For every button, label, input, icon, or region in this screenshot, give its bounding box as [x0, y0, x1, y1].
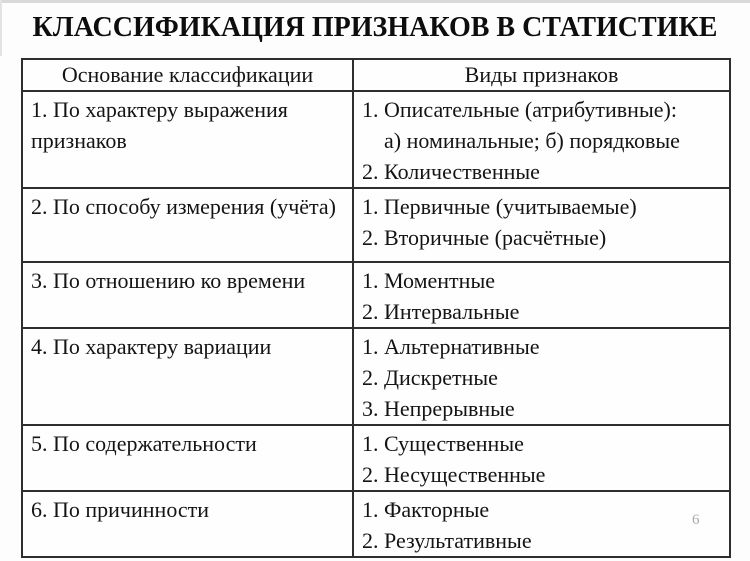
table-row — [22, 425, 730, 491]
table-row — [22, 262, 730, 328]
basis-cell: 1. По характеру выражения признаков — [22, 91, 353, 188]
basis-cell: 3. По отношению ко времени — [22, 262, 353, 328]
table-row — [22, 328, 730, 425]
kind-line: 2. Несущественные — [362, 462, 546, 487]
page-title: КЛАССИФИКАЦИЯ ПРИЗНАКОВ В СТАТИСТИКЕ — [32, 12, 718, 43]
basis-cell: 5. По содержательности — [22, 425, 353, 491]
kinds-cell — [353, 188, 730, 262]
kind-line: 1. Факторные — [362, 497, 490, 522]
kind-line: 1. Существенные — [362, 431, 524, 456]
kinds-cell — [353, 491, 730, 557]
kind-line: 2. Результативные — [362, 528, 532, 553]
table-row — [22, 491, 730, 557]
kinds-cell — [353, 262, 730, 328]
kind-line: 1. Первичные (учитываемые) — [362, 194, 637, 219]
kind-line: 2. Дискретные — [362, 365, 498, 390]
kind-line: 1. Альтернативные — [362, 334, 540, 359]
table-row — [22, 91, 730, 188]
kinds-cell — [353, 425, 730, 491]
slide-page-number: 6 — [692, 512, 700, 528]
basis-cell: 6. По причинности — [22, 491, 353, 557]
kind-line: 1. Моментные — [362, 268, 495, 293]
kind-line: 2. Вторичные (расчётные) — [362, 225, 607, 250]
table-row — [22, 188, 730, 262]
column-header-kinds: Виды признаков — [353, 59, 730, 91]
kind-line: 2. Интервальные — [362, 299, 520, 324]
basis-cell: 2. По способу измерения (учёта) — [22, 188, 353, 262]
kinds-cell — [353, 328, 730, 425]
classification-table — [21, 58, 731, 558]
kind-line: 3. Непрерывные — [362, 396, 515, 421]
basis-cell: 4. По характеру вариации — [22, 328, 353, 425]
kind-line: а) номинальные; б) порядковые — [384, 128, 680, 153]
kinds-cell — [353, 91, 730, 188]
kind-line: 2. Количественные — [362, 159, 540, 184]
column-header-basis: Основание классификации — [22, 59, 353, 91]
kind-line: 1. Описательные (атрибутивные): — [362, 97, 677, 122]
table-header-row — [22, 59, 730, 91]
slide-top-edge — [0, 0, 750, 3]
